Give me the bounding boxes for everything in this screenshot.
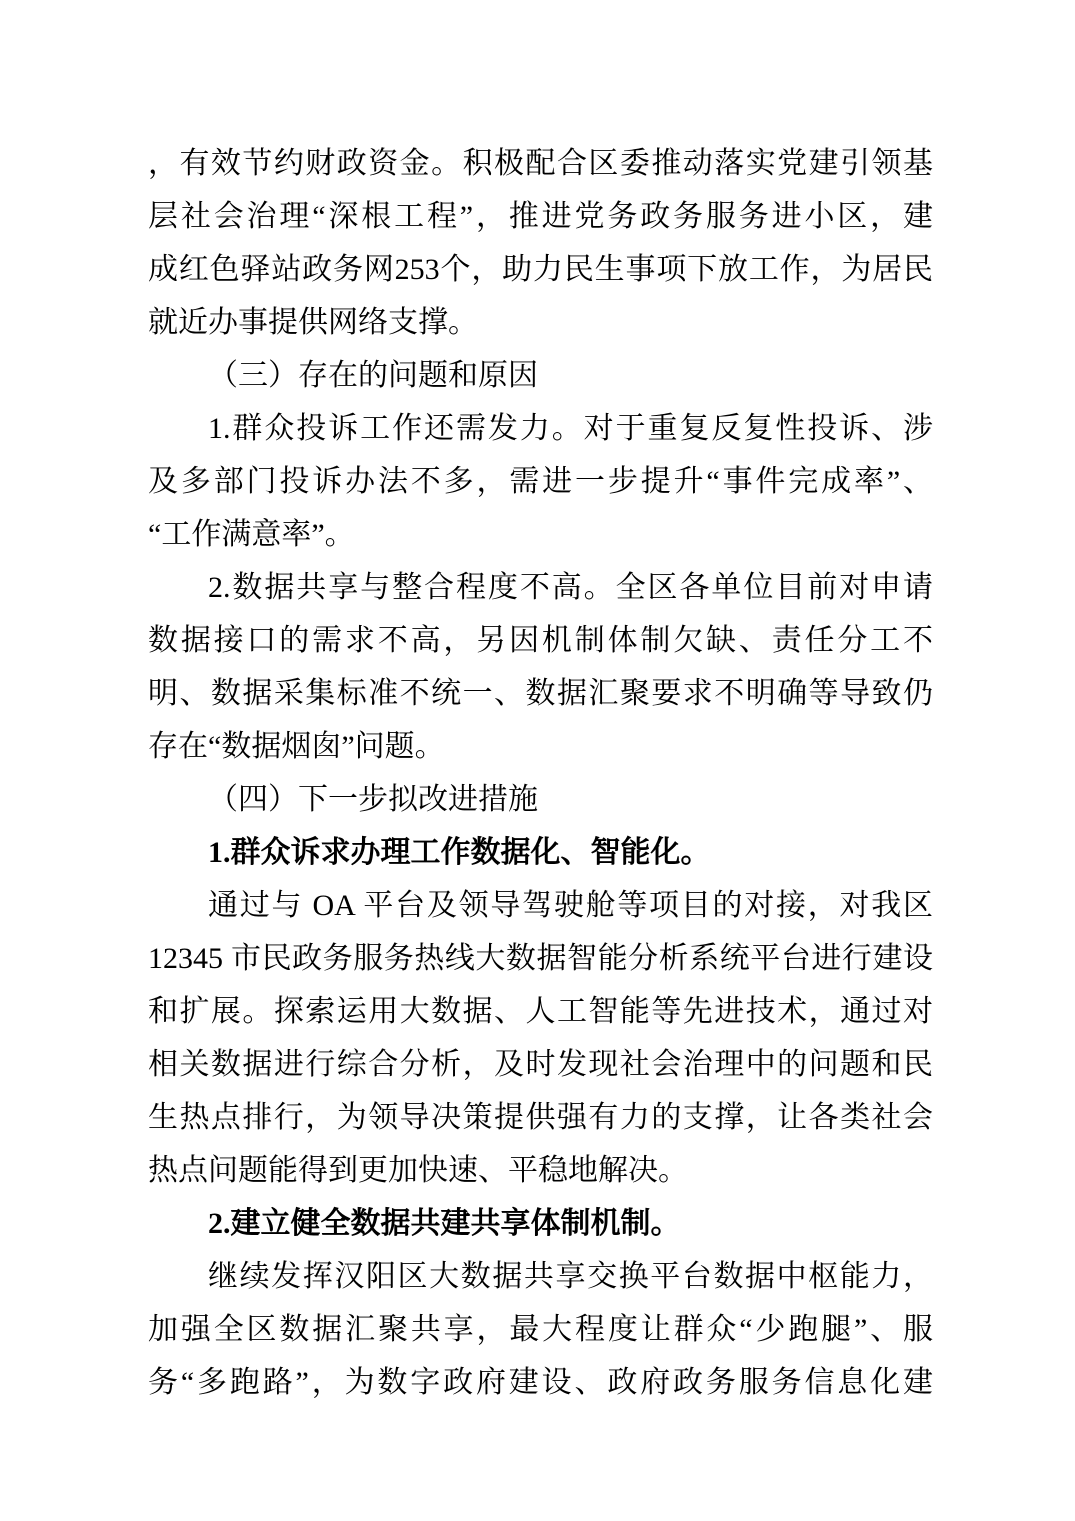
text-line: 存在“数据烟囱”问题。 xyxy=(148,730,445,763)
text-line: 明、数据采集标准不统一、数据汇聚要求不明确等导致仍 xyxy=(148,677,933,710)
text-line: 及多部门投诉办法不多，需进一步提升“事件完成率”、 xyxy=(148,465,933,498)
text-line: （三）存在的问题和原因 xyxy=(208,359,538,392)
text-line: 通过与 OA 平台及领导驾驶舱等项目的对接，对我区 xyxy=(208,889,933,922)
paragraph-complaint-work xyxy=(148,402,933,561)
text-line: 相关数据进行综合分析，及时发现社会治理中的问题和民 xyxy=(148,1048,933,1081)
text-line: 成红色驿站政务网253个，助力民生事项下放工作，为居民 xyxy=(148,253,933,286)
paragraph-data-sharing-issue xyxy=(148,561,933,773)
heading-section-4-improvements xyxy=(148,773,933,826)
text-line: 加强全区数据汇聚共享，最大程度让群众“少跑腿”、服 xyxy=(148,1313,933,1346)
document-body xyxy=(148,137,933,1409)
text-line: 务“多跑路”，为数字政府建设、政府政务服务信息化建 xyxy=(148,1366,933,1399)
text-line: ，有效节约财政资金。积极配合区委推动落实党建引领基 xyxy=(148,147,933,180)
text-line: 12345 市民政务服务热线大数据智能分析系统平台进行建设 xyxy=(148,942,933,975)
text-line: 和扩展。探索运用大数据、人工智能等先进技术，通过对 xyxy=(148,995,933,1028)
heading-section-3-problems xyxy=(148,349,933,402)
text-line: 1.群众投诉工作还需发力。对于重复反复性投诉、涉 xyxy=(208,412,933,445)
text-line: 2.数据共享与整合程度不高。全区各单位目前对申请 xyxy=(208,571,933,604)
text-line: 数据接口的需求不高，另因机制体制欠缺、责任分工不 xyxy=(148,624,933,657)
text-line: 就近办事提供网络支撑。 xyxy=(148,306,478,339)
paragraph-measure-1-detail xyxy=(148,879,933,1197)
heading-measure-1-data-intelligence xyxy=(148,826,933,879)
text-line: 生热点排行，为领导决策提供强有力的支撑，让各类社会 xyxy=(148,1101,933,1134)
text-line: 层社会治理“深根工程”，推进党务政务服务进小区，建 xyxy=(148,200,933,233)
text-line: 继续发挥汉阳区大数据共享交换平台数据中枢能力， xyxy=(208,1260,933,1293)
paragraph-measure-2-detail xyxy=(148,1250,933,1409)
heading-measure-2-data-sharing-mechanism xyxy=(148,1197,933,1250)
paragraph-grassroots-governance xyxy=(148,137,933,349)
text-line: 1.群众诉求办理工作数据化、智能化。 xyxy=(208,836,711,869)
text-line: 热点问题能得到更加快速、平稳地解决。 xyxy=(148,1154,688,1187)
text-line: 2.建立健全数据共建共享体制机制。 xyxy=(208,1207,681,1240)
text-line: “工作满意率”。 xyxy=(148,518,355,551)
text-line: （四）下一步拟改进措施 xyxy=(208,783,538,816)
